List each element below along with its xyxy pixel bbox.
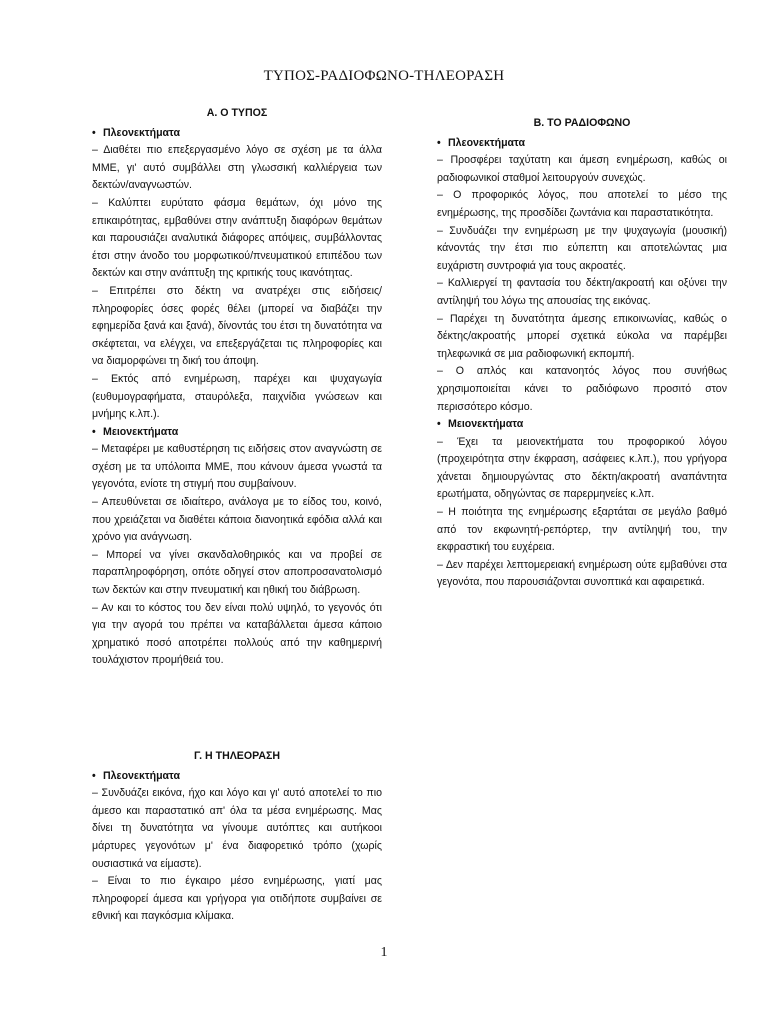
section-radiofono [437, 115, 727, 592]
paragraph: – Καλλιεργεί τη φαντασία του δέκτη/ακροατή και οξύνει την αντίληψή του λόγω της απουσίας της εικόνας. [437, 277, 727, 307]
paragraph: – Καλύπτει ευρύτατο φάσμα θεμάτων, όχι μόνο της επικαιρότητας, εμβαθύνει στην ανάπτυξη διαφόρων θεμάτων και παρουσιάζει αναλυτικά διάφορες απόψεις, συμβάλλοντας έτσι στην άνοδο του μορφωτικού/πνευματικού επιπέδου των δεκτών και στην ανάπτυξη της κριτικής τους ικανότητας. [92, 196, 382, 280]
paragraph: – Διαθέτει πιο επεξεργασμένο λόγο σε σχέση με τα άλλα ΜΜΕ, γι' αυτό συμβάλλει στη γλωσσική καλλιέργεια των δεκτών/αναγνωστών. [92, 144, 382, 192]
section-typos [92, 105, 382, 670]
paragraph: – Αν και το κόστος του δεν είναι πολύ υψηλό, το γεγονός ότι για την αγορά του πρέπει να καταβάλλεται άμεσα κάποιο χρηματικό ποσό αποτρέπει πολλούς από την καθημερινή τουλάχιστον προμήθειά του. [92, 601, 382, 667]
paragraph: – Μπορεί να γίνει σκανδαλοθηρικός και να προβεί σε παραπληροφόρηση, οπότε οδηγεί στον αποπροσανατολισμό των δεκτών και στην πνευματική και ηθική του διάβρωση. [92, 548, 382, 597]
paragraph: – Δεν παρέχει λεπτομερειακή ενημέρωση ούτε εμβαθύνει στα γεγονότα, που παρουσιάζονται συνοπτικά και αφαιρετικά. [437, 558, 727, 589]
bullet-icon: • [92, 769, 96, 782]
page-title: ΤΥΠΟΣ-ΡΑΔΙΟΦΩΝΟ-ΤΗΛΕΟΡΑΣΗ [263, 68, 505, 84]
cons-label: Μειονεκτήματα [103, 425, 179, 438]
pros-label: Πλεονεκτήματα [103, 769, 181, 782]
bullet-icon: • [437, 418, 441, 431]
paragraph: – Συνδυάζει εικόνα, ήχο και λόγο και γι' αυτό αποτελεί το πιο άμεσο και παραστατικό απ' όλα τα μέσα ενημέρωσης. Μας δίνει τη δυνατότητα να γίνουμε αυτόπτες και αυτήκοοι μάρτυρες γεγονότων μ' ένα διαφορετικό τρόπο (χωρίς ουσιαστικά να είμαστε). [92, 787, 382, 870]
cons-subheading [437, 416, 727, 434]
paragraph: – Προσφέρει ταχύτατη και άμεση ενημέρωση, καθώς οι ραδιοφωνικοί σταθμοί λειτουργούν συνεχώς. [437, 154, 727, 184]
paragraph: – Εκτός από ενημέρωση, παρέχει και ψυχαγωγία (ευθυμογραφήματα, σταυρόλεξα, παιχνίδια γνώσεων και μνήμης κ.λπ.). [92, 372, 382, 421]
page-number: 1 [380, 945, 388, 960]
paragraph: – Ο προφορικός λόγος, που αποτελεί το μέσο της ενημέρωσης, της προσδίδει ζωντάνια και παραστατικότητα. [437, 189, 727, 219]
section-tileorasi [92, 748, 382, 926]
paragraph: – Η ποιότητα της ενημέρωσης εξαρτάται σε μεγάλο βαθμό από τον εκφωνητή-ρεπόρτερ, την αντίληψή του, την εκφραστική του ευχέρεια. [437, 506, 727, 554]
pros-subheading [92, 768, 382, 786]
section-heading-typos: Α. Ο ΤΥΠΟΣ [206, 107, 268, 119]
paragraph: – Παρέχει τη δυνατότητα άμεσης επικοινωνίας, καθώς ο δέκτης/ακροατής μπορεί σχετικά εύκολα να παρέμβει τηλεφωνικά σε μια ραδιοφωνική εκπομπή. [437, 312, 727, 360]
section-heading-tileorasi: Γ. Η ΤΗΛΕΟΡΑΣΗ [193, 750, 281, 762]
paragraph: – Συνδυάζει την ενημέρωση με την ψυχαγωγία (μουσική) κάνοντάς την έτσι πιο εύπεπτη και αποτελώντας μια ευχάριστη συντροφιά για τους ακροατές. [437, 224, 727, 272]
cons-subheading [92, 424, 382, 442]
pros-label: Πλεονεκτήματα [448, 136, 526, 149]
bullet-icon: • [92, 126, 96, 139]
paragraph: – Μεταφέρει με καθυστέρηση τις ειδήσεις στον αναγνώστη σε σχέση με τα υπόλοιπα ΜΜΕ, που κάνουν άμεσα γνωστά τα γεγονότα, ενίοτε τη στιγμή που συμβαίνουν. [92, 443, 382, 491]
pros-subheading [437, 135, 727, 153]
paragraph: – Είναι το πιο έγκαιρο μέσο ενημέρωσης, γιατί μας πληροφορεί άμεσα και γρήγορα για οτιδήποτε συμβαίνει σε εθνική και παγκόσμια κλίμακα. [92, 875, 382, 923]
paragraph: – Απευθύνεται σε ιδιαίτερο, ανάλογα με το είδος του, κοινό, που χρειάζεται να διαθέτει κάποια διανοητικά εφόδια αλλά και χρόνο για ανάγνωση. [92, 496, 382, 544]
paragraph: – Έχει τα μειονεκτήματα του προφορικού λόγου (προχειρότητα στην έκφραση, ασάφειες κ.λπ.), που γρήγορα χάνεται δημιουργώντας στο δέκτη/ακροατή αναπάντητα ερωτήματα, οδηγώντας σε παρερμηνείες κ.λπ. [437, 435, 727, 501]
pros-subheading [92, 125, 382, 143]
paragraph: – Επιτρέπει στο δέκτη να ανατρέχει στις ειδήσεις/πληροφορίες όσες φορές θέλει (μπορεί να διαβάζει την εφημερίδα ξανά και ξανά), δίνοντάς του έτσι τη δυνατότητα να σκέφτεται, να ελέγχει, να επεξεργάζεται τις πληροφορίες και να διαμορφώνει τη δική του άποψη. [92, 284, 382, 368]
bullet-icon: • [437, 136, 441, 149]
paragraph: – Ο απλός και κατανοητός λόγος που συνήθως χρησιμοποιείται κάνει το ραδιόφωνο προσιτό στον περισσότερο κόσμο. [437, 365, 727, 413]
pros-label: Πλεονεκτήματα [103, 126, 181, 139]
cons-label: Μειονεκτήματα [448, 418, 524, 431]
bullet-icon: • [92, 425, 96, 438]
section-heading-radiofono: Β. ΤΟ ΡΑΔΙΟΦΩΝΟ [533, 117, 631, 129]
